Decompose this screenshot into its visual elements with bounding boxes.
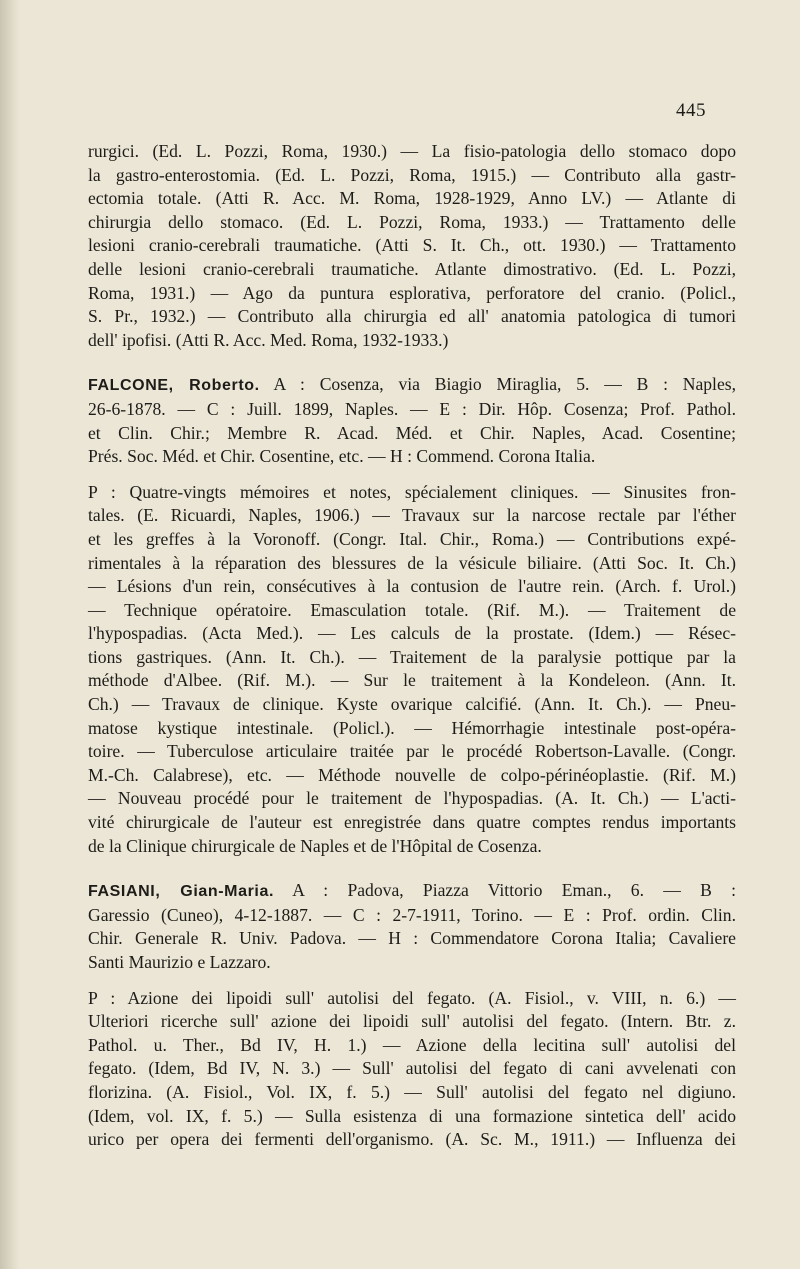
text-line: — Technique opératoire. Emasculation totale. (Rif. M.). — Traitement de xyxy=(88,599,736,620)
text-line: P : Azione dei lipoidi sull' autolisi del fegato. (A. Fisiol., v. VIII, n. 6.) — xyxy=(88,987,736,1008)
page-binding-edge xyxy=(0,0,20,1269)
text-line: Santi Maurizio e Lazzaro. xyxy=(88,952,271,972)
text-line: M.-Ch. Calabrese), etc. — Méthode nouvelle de colpo-périnéoplastie. (Rif. M.) xyxy=(88,764,736,785)
text-line: chirurgia dello stomaco. (Ed. L. Pozzi, Roma, 1933.) — Trattamento delle xyxy=(88,211,736,232)
entry-first-line-text: A : Cosenza, via Biagio Miraglia, 5. — B : Naples, xyxy=(259,374,737,395)
entry-first-line xyxy=(88,373,736,398)
text-line: Ulteriori ricerche sull' azione dei lipoidi sull' autolisi del fegato. (Intern. Btr. z. xyxy=(88,1011,736,1032)
text-line: Prés. Soc. Méd. et Chir. Cosentine, etc. — H : Commend. Corona Italia. xyxy=(88,446,596,467)
text-line: de la Clinique chirurgicale de Naples et de l'Hôpital de Cosenza. xyxy=(88,835,542,856)
publications-fasiani xyxy=(88,987,736,1152)
text-line: Roma, 1931.) — Ago da puntura esplorativa, perforatore del cranio. (Policl., xyxy=(88,282,736,303)
text-line: ectomia totale. (Atti R. Acc. M. Roma, 1928-1929, Anno LV.) — Atlante di xyxy=(88,188,736,209)
text-line: P : Quatre-vingts mémoires et notes, spécialement cliniques. — Sinusites fron- xyxy=(88,481,736,502)
text-line: lesioni cranio-cerebrali traumatiche. (Atti S. It. Ch., ott. 1930.) — Trattamento xyxy=(88,235,736,256)
text-line: florizina. (A. Fisiol., Vol. IX, f. 5.) — Sull' autolisi del fegato nel digiuno. xyxy=(88,1081,736,1102)
entry-first-line-text: A : Padova, Piazza Vittorio Eman., 6. — B : xyxy=(274,880,736,901)
text-line: et les greffes à la Voronoff. (Congr. Ital. Chir., Roma.) — Contributions expé- xyxy=(88,528,736,549)
text-line: fegato. (Idem, Bd IV, N. 3.) — Sull' autolisi del fegato di cani avvelenati con xyxy=(88,1058,736,1079)
text-line: — Nouveau procédé pour le traitement de l'hypospadias. (A. It. Ch.) — L'acti- xyxy=(88,788,736,809)
text-line: rimentales à la réparation des blessures de la vésicule biliaire. (Atti Soc. It. Ch.) xyxy=(88,552,736,573)
page-number: 445 xyxy=(676,100,706,121)
text-line: (Idem, vol. IX, f. 5.) — Sulla esistenza di una formazione sintetica dell' acido xyxy=(88,1105,736,1126)
entry-fasiani xyxy=(88,879,736,974)
text-line: Pathol. u. Ther., Bd IV, H. 1.) — Azione della lecitina sull' autolisi del xyxy=(88,1034,736,1055)
text-line: Garessio (Cuneo), 4-12-1887. — C : 2-7-1911, Torino. — E : Prof. ordin. Clin. xyxy=(88,904,736,925)
text-line: rurgici. (Ed. L. Pozzi, Roma, 1930.) — La fisio-patologia dello stomaco dopo xyxy=(88,141,736,161)
text-line: Ch.) — Travaux de clinique. Kyste ovarique calcifié. (Ann. It. Ch.). — Pneu- xyxy=(88,694,736,715)
text-line: vité chirurgicale de l'auteur est enregistrée dans quatre comptes rendus importants xyxy=(88,812,736,833)
text-line: la gastro-enterostomia. (Ed. L. Pozzi, Roma, 1915.) — Contributo alla gastr- xyxy=(88,164,736,185)
paragraph-continuation xyxy=(88,140,736,352)
text-line: Chir. Generale R. Univ. Padova. — H : Commendatore Corona Italia; Cavaliere xyxy=(88,928,736,949)
page-body xyxy=(88,140,736,1152)
text-line: l'hypospadias. (Acta Med.). — Les calculs de la prostate. (Idem.) — Résec- xyxy=(88,623,736,644)
entry-name: FALCONE, Roberto. xyxy=(88,377,260,395)
text-line: urico per opera dei fermenti dell'organismo. (A. Sc. M., 1911.) — Influenza dei xyxy=(88,1129,736,1150)
entry-first-line xyxy=(88,879,736,904)
text-line: dell' ipofisi. (Atti R. Acc. Med. Roma, 1932-1933.) xyxy=(88,329,449,350)
text-line: S. Pr., 1932.) — Contributo alla chirurgia ed all' anatomia patologica di tumori xyxy=(88,306,736,327)
text-line: toire. — Tuberculose articulaire traitée par le procédé Robertson-Lavalle. (Congr. xyxy=(88,741,736,762)
entry-falcone xyxy=(88,373,736,468)
text-line: delle lesioni cranio-cerebrali traumatiche. Atlante dimostrativo. (Ed. L. Pozzi, xyxy=(88,258,736,279)
text-line: méthode d'Albee. (Rif. M.). — Sur le traitement à la Kondeleon. (Ann. It. xyxy=(88,670,736,691)
text-line: matose kystique intestinale. (Policl.). — Hémorrhagie intestinale post-opéra- xyxy=(88,717,736,738)
text-line: — Lésions d'un rein, consécutives à la contusion de l'autre rein. (Arch. f. Urol.) xyxy=(88,576,736,597)
text-line: tions gastriques. (Ann. It. Ch.). — Traitement de la paralysie pottique par la xyxy=(88,646,736,667)
text-line: et Clin. Chir.; Membre R. Acad. Méd. et Chir. Naples, Acad. Cosentine; xyxy=(88,422,736,443)
publications-falcone xyxy=(88,481,736,859)
text-line: tales. (E. Ricuardi, Naples, 1906.) — Travaux sur la narcose rectale par l'éther xyxy=(88,505,736,526)
entry-name: FASIANI, Gian-Maria. xyxy=(88,883,275,901)
text-line: 26-6-1878. — C : Juill. 1899, Naples. — E : Dir. Hôp. Cosenza; Prof. Pathol. xyxy=(88,398,736,419)
